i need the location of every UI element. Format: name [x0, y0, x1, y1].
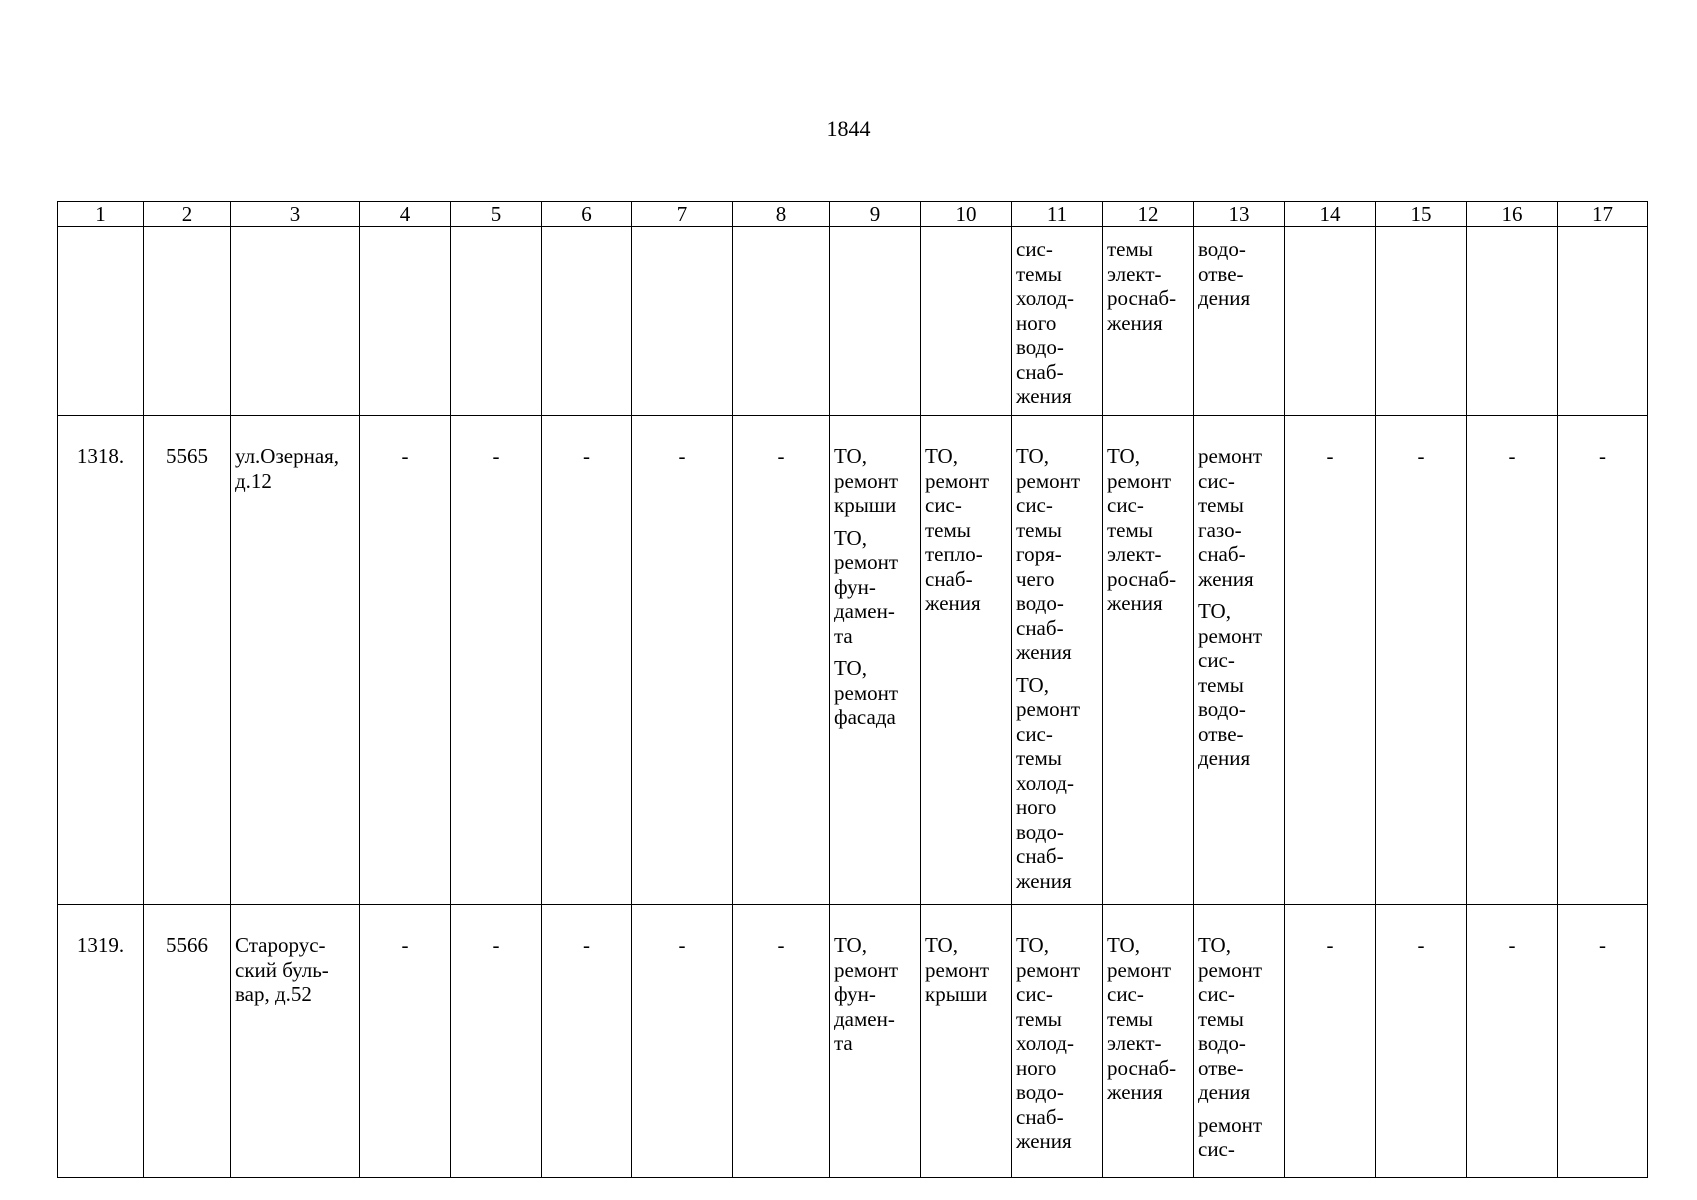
work-item: ТО, ремонт фун- дамен- та	[834, 525, 899, 648]
work-schedule-table	[57, 201, 1648, 1178]
work-item: ремонт сис- темы газо- снаб- жения	[1198, 444, 1263, 591]
dash-cell: -	[632, 416, 733, 905]
cold-water-cell: сис- темы холод- ного водо- снаб- жения	[1012, 227, 1103, 416]
table-cell	[1285, 227, 1376, 416]
dash-cell: -	[451, 416, 542, 905]
electricity-cell: темы элект- роснаб- жения	[1103, 227, 1194, 416]
work-item: ремонт сис-	[1198, 1112, 1263, 1161]
work-item: ТО, ремонт фун- дамен- та	[834, 933, 899, 1055]
column-header: 11	[1012, 202, 1103, 227]
column-header: 15	[1376, 202, 1467, 227]
work-cell	[1194, 905, 1285, 1178]
column-header: 14	[1285, 202, 1376, 227]
dash-cell: -	[1285, 905, 1376, 1178]
dash-cell: -	[1376, 416, 1467, 905]
work-cell	[921, 905, 1012, 1178]
column-header: 4	[360, 202, 451, 227]
column-header: 1	[58, 202, 144, 227]
row-number: 1318.	[58, 416, 144, 905]
dash-cell: -	[1558, 905, 1648, 1178]
dash-cell: -	[1285, 416, 1376, 905]
dash-cell: -	[1376, 905, 1467, 1178]
dash-cell: -	[360, 416, 451, 905]
dash-cell: -	[1467, 905, 1558, 1178]
table-cell	[1467, 227, 1558, 416]
work-item: ТО, ремонт сис- темы горя- чего водо- снаб- жения	[1016, 444, 1081, 664]
continuation-row	[58, 227, 1648, 416]
dash-cell: -	[1467, 416, 1558, 905]
table-row	[58, 905, 1648, 1178]
object-code: 5565	[144, 416, 231, 905]
table-row	[58, 416, 1648, 905]
dash-cell: -	[451, 905, 542, 1178]
work-cell	[830, 416, 921, 905]
table-cell	[1376, 227, 1467, 416]
dash-cell: -	[1558, 416, 1648, 905]
table-cell	[231, 227, 360, 416]
column-header: 9	[830, 202, 921, 227]
work-item: ТО, ремонт сис- темы водо- отве- дения	[1198, 933, 1263, 1104]
work-cell	[1103, 416, 1194, 905]
column-header: 13	[1194, 202, 1285, 227]
column-header: 8	[733, 202, 830, 227]
object-code: 5566	[144, 905, 231, 1178]
work-cell	[1012, 905, 1103, 1178]
work-item: ТО, ремонт сис- темы элект- роснаб- жения	[1107, 444, 1177, 615]
table-cell	[733, 227, 830, 416]
column-header: 2	[144, 202, 231, 227]
column-header: 3	[231, 202, 360, 227]
table-cell	[360, 227, 451, 416]
table-cell	[144, 227, 231, 416]
column-header: 6	[542, 202, 632, 227]
row-number: 1319.	[58, 905, 144, 1178]
column-header: 5	[451, 202, 542, 227]
address: ул.Озерная, д.12	[231, 416, 360, 905]
work-item: ТО, ремонт крыши	[834, 444, 899, 517]
work-item: ТО, ремонт фасада	[834, 656, 899, 729]
column-header: 7	[632, 202, 733, 227]
dash-cell: -	[542, 905, 632, 1178]
table-cell	[542, 227, 632, 416]
dash-cell: -	[733, 416, 830, 905]
dash-cell: -	[733, 905, 830, 1178]
work-item: ТО, ремонт сис- темы холод- ного водо- снаб- жения	[1016, 933, 1081, 1153]
table-cell	[451, 227, 542, 416]
table-cell	[632, 227, 733, 416]
table-cell	[1558, 227, 1648, 416]
drainage-cell: водо- отве- дения	[1194, 227, 1285, 416]
work-item: ТО, ремонт сис- темы элект- роснаб- жения	[1107, 933, 1177, 1104]
work-cell	[921, 416, 1012, 905]
dash-cell: -	[360, 905, 451, 1178]
address: Старорус- ский буль- вар, д.52	[231, 905, 360, 1178]
dash-cell: -	[542, 416, 632, 905]
work-cell	[1103, 905, 1194, 1178]
column-header-row	[58, 202, 1648, 227]
work-item: ТО, ремонт сис- темы водо- отве- дения	[1198, 599, 1263, 770]
table-cell	[921, 227, 1012, 416]
column-header: 12	[1103, 202, 1194, 227]
work-cell	[1194, 416, 1285, 905]
column-header: 17	[1558, 202, 1648, 227]
work-item: ТО, ремонт сис- темы тепло- снаб- жения	[925, 444, 990, 615]
column-header: 10	[921, 202, 1012, 227]
work-cell	[830, 905, 921, 1178]
table-cell	[830, 227, 921, 416]
page-number: 1844	[826, 116, 871, 141]
work-item: ТО, ремонт сис- темы холод- ного водо- снаб- жения	[1016, 672, 1081, 893]
table-cell	[58, 227, 144, 416]
work-item: ТО, ремонт крыши	[925, 933, 990, 1006]
dash-cell: -	[632, 905, 733, 1178]
work-cell	[1012, 416, 1103, 905]
column-header: 16	[1467, 202, 1558, 227]
